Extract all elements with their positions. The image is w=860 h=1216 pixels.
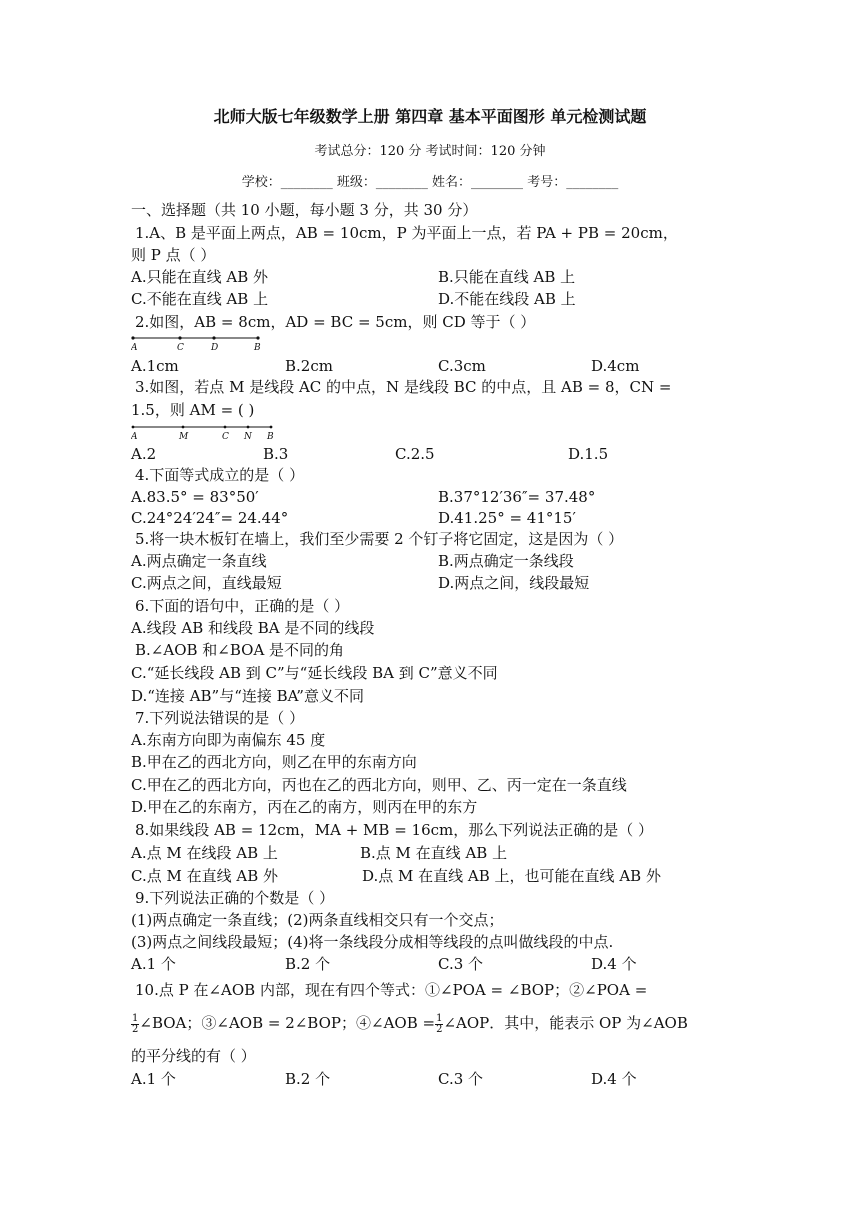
q9-stem: 9.下列说法正确的个数是（ ） <box>135 889 335 907</box>
q8-option-b: B.点 M 在直线 AB 上 <box>360 844 508 862</box>
q4-option-c: C.24°24′24″= 24.44° <box>131 509 289 527</box>
q4-option-b: B.37°12′36″= 37.48° <box>438 488 596 506</box>
q4-stem: 4.下面等式成立的是（ ） <box>135 466 305 484</box>
q9-option-d: D.4 个 <box>591 955 637 973</box>
q1-stem-1: 1.A、B 是平面上两点，AB = 10cm，P 为平面上一点，若 PA + PB = 20cm， <box>135 224 678 242</box>
q3-option-b: B.3 <box>263 445 289 463</box>
q3-stem-2: 1.5，则 AM = ( ) <box>131 401 255 419</box>
q9-option-a: A.1 个 <box>131 955 176 973</box>
q6-option-b: B.∠AOB 和∠BOA 是不同的角 <box>135 641 345 659</box>
q10-stem-3: 的平分线的有（ ） <box>131 1047 256 1065</box>
q1-option-c: C.不能在直线 AB 上 <box>131 290 269 308</box>
q2-label-b: B <box>254 343 261 353</box>
q8-option-d: D.点 M 在直线 AB 上，也可能在直线 AB 外 <box>362 867 661 885</box>
q1-option-b: B.只能在直线 AB 上 <box>438 268 576 286</box>
q3-stem-1: 3.如图，若点 M 是线段 AC 的中点，N 是线段 BC 的中点，且 AB = 8，CN = <box>135 378 672 396</box>
q3-label-n: N <box>244 432 252 442</box>
q8-stem: 8.如果线段 AB = 12cm，MA + MB = 16cm，那么下列说法正确的是（ ） <box>135 821 654 839</box>
q6-stem: 6.下面的语句中，正确的是（ ） <box>135 597 350 615</box>
q10-option-a: A.1 个 <box>131 1070 176 1088</box>
q5-option-a: A.两点确定一条直线 <box>131 552 267 570</box>
q3-label-c: C <box>222 432 229 442</box>
student-info-fields: 学校：________ 班级：________ 姓名：________ 考号：________ <box>241 175 619 190</box>
q10-fraction-half-2: $\frac{1}{2}$ <box>436 1012 443 1035</box>
q3-segment-figure <box>131 423 281 443</box>
q2-option-b: B.2cm <box>285 357 333 375</box>
q1-stem-2: 则 P 点（ ） <box>131 246 216 264</box>
q8-option-c: C.点 M 在直线 AB 外 <box>131 867 278 885</box>
q10-stem-2: $\frac{1}{2}$ ∠BOA；③∠AOB = 2∠BOP；④∠AOB = $\frac{1}{2}$ ∠AOP．其中，能表示 OP 为∠AOB <box>132 1012 688 1035</box>
q3-label-a: A <box>131 432 138 442</box>
q9-statement-1: (1)两点确定一条直线；(2)两条直线相交只有一个交点； <box>131 911 504 929</box>
q10-stem-1: 10.点 P 在∠AOB 内部，现在有四个等式：①∠POA = ∠BOP；②∠POA = <box>135 981 648 999</box>
q3-label-b: B <box>267 432 274 442</box>
q5-stem: 5.将一块木板钉在墙上，我们至少需要 2 个钉子将它固定，这是因为（ ） <box>135 530 624 548</box>
q9-statement-2: (3)两点之间线段最短；(4)将一条线段分成相等线段的点叫做线段的中点. <box>131 933 614 951</box>
q2-label-c: C <box>177 343 184 353</box>
q2-option-c: C.3cm <box>438 357 486 375</box>
q2-stem: 2.如图，AB = 8cm，AD = BC = 5cm，则 CD 等于（ ） <box>135 313 536 331</box>
q6-option-d: D.“连接 AB”与“连接 BA”意义不同 <box>131 687 364 705</box>
q5-option-c: C.两点之间，直线最短 <box>131 574 282 592</box>
section-heading: 一、选择题（共 10 小题，每小题 3 分，共 30 分） <box>131 201 478 219</box>
q7-option-b: B.甲在乙的西北方向，则乙在甲的东南方向 <box>131 753 417 771</box>
q3-option-c: C.2.5 <box>395 445 435 463</box>
q6-option-a: A.线段 AB 和线段 BA 是不同的线段 <box>131 619 375 637</box>
q2-segment-figure <box>131 333 271 353</box>
q1-option-a: A.只能在直线 AB 外 <box>131 268 268 286</box>
q4-option-d: D.41.25° = 41°15′ <box>438 509 576 527</box>
q6-option-c: C.“延长线段 AB 到 C”与“延长线段 BA 到 C”意义不同 <box>131 664 498 682</box>
page-title: 北师大版七年级数学上册 第四章 基本平面图形 单元检测试题 <box>213 107 647 126</box>
q9-option-b: B.2 个 <box>285 955 331 973</box>
q3-option-d: D.1.5 <box>568 445 609 463</box>
q2-option-d: D.4cm <box>591 357 640 375</box>
q1-option-d: D.不能在线段 AB 上 <box>438 290 576 308</box>
q10-option-b: B.2 个 <box>285 1070 331 1088</box>
q7-option-a: A.东南方向即为南偏东 45 度 <box>131 731 326 749</box>
q2-option-a: A.1cm <box>131 357 179 375</box>
q5-option-b: B.两点确定一条线段 <box>438 552 574 570</box>
q10-fraction-half-1: $\frac{1}{2}$ <box>132 1012 139 1035</box>
q3-label-m: M <box>179 432 189 442</box>
q4-option-a: A.83.5° = 83°50′ <box>131 488 259 506</box>
exam-info: 考试总分：120 分 考试时间：120 分钟 <box>314 144 546 159</box>
q5-option-d: D.两点之间，线段最短 <box>438 574 590 592</box>
q10-option-c: C.3 个 <box>438 1070 484 1088</box>
q10-option-d: D.4 个 <box>591 1070 637 1088</box>
q2-label-d: D <box>211 343 219 353</box>
q7-option-d: D.甲在乙的东南方，丙在乙的南方，则丙在甲的东方 <box>131 798 478 816</box>
q7-stem: 7.下列说法错误的是（ ） <box>135 709 305 727</box>
q2-label-a: A <box>131 343 138 353</box>
q9-option-c: C.3 个 <box>438 955 484 973</box>
q3-option-a: A.2 <box>131 445 157 463</box>
q8-option-a: A.点 M 在线段 AB 上 <box>131 844 278 862</box>
q7-option-c: C.甲在乙的西北方向，丙也在乙的西北方向，则甲、乙、丙一定在一条直线 <box>131 776 627 794</box>
